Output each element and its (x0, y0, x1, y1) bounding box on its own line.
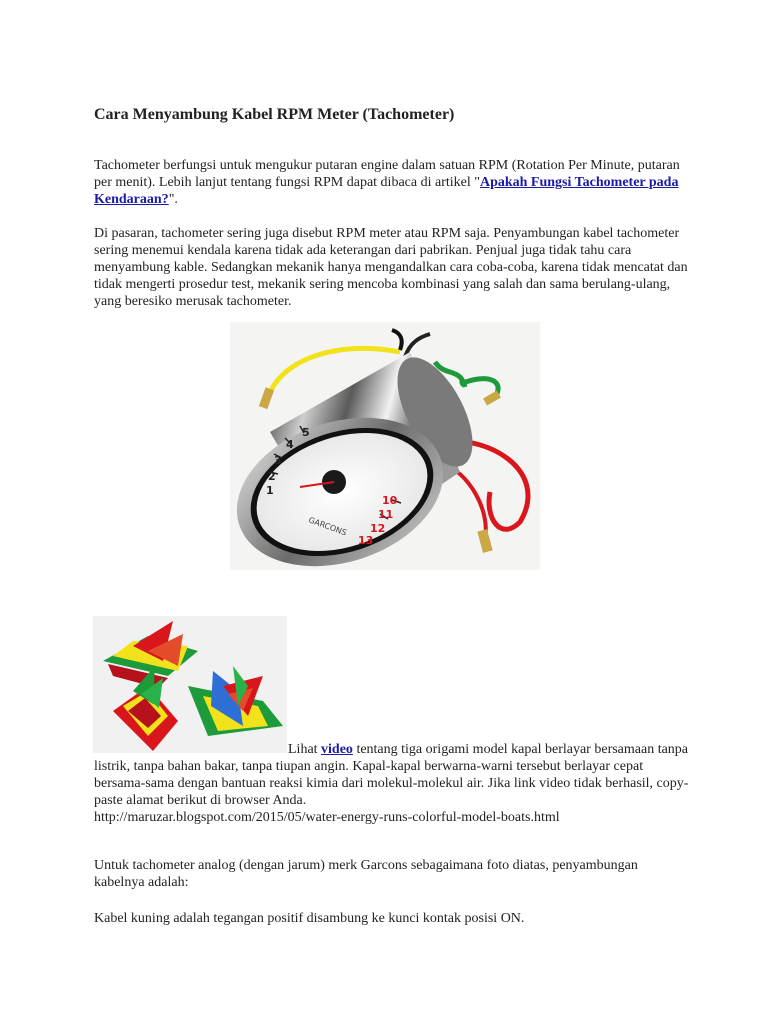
video-lead: Lihat (288, 742, 322, 757)
intro-tail: ". (168, 192, 178, 207)
dial-number-5: 5 (302, 426, 310, 439)
paragraph-yellow-wire: Kabel kuning adalah tegangan positif disambung ke kunci kontak posisi ON. (94, 911, 525, 926)
dial-number-10: 10 (382, 494, 398, 507)
paragraph-garcons: Untuk tachometer analog (dengan jarum) merk Garcons sebagaimana foto diatas, penyambungan kabelnya adalah: (94, 858, 638, 890)
tachometer-photo (230, 322, 540, 570)
dial-number-2: 2 (268, 470, 276, 483)
article-title: Cara Menyambung Kabel RPM Meter (Tachometer) (94, 106, 455, 123)
video-url: http://maruzar.blogspot.com/2015/05/water-energy-runs-colorful-model-boats.html (94, 810, 560, 825)
origami-boats-image (93, 616, 287, 753)
paragraph-video (94, 741, 694, 826)
dial-number-11: 11 (378, 508, 394, 521)
video-text: tentang tiga origami model kapal berlayar bersamaan tanpa listrik, tanpa bahan bakar, tanpa tiupan angin. Kapal-kapal berwarna-warni tersebut berlayar cepat bersama-sama dengan bantuan reaksi kimia dari molekul-molekul air. Jika link video tidak berhasil, copy-paste alamat berikut di browser Anda. (94, 742, 689, 808)
dial-number-13: 13 (358, 534, 374, 547)
paragraph-market: Di pasaran, tachometer sering juga disebut RPM meter atau RPM saja. Penyambungan kabel tachometer sering menemui kendala karena tidak ada keterangan dari pabrikan. Penjual juga tidak tahu cara menyambung kable. Sedangkan mekanik hanya mengandalkan cara coba-coba, karena tidak mencatat dan tidak mengerti prosedur test, mekanik sering mencoba kombinasi yang salah dan sama berulang-ulang, yang beresiko merusak tachometer. (94, 226, 688, 309)
gauge-brand: GARCONS (307, 515, 348, 538)
article-link[interactable]: Apakah Fungsi Tachometer pada Kendaraan? (94, 175, 679, 207)
intro-text: Tachometer berfungsi untuk mengukur putaran engine dalam satuan RPM (Rotation Per Minute, putaran per menit). Lebih lanjut tentang fungsi RPM dapat dibaca di artikel " (94, 158, 680, 190)
video-link[interactable]: video (321, 742, 353, 757)
dial-number-4: 4 (286, 438, 294, 451)
paragraph-intro (94, 157, 690, 208)
dial-number-3: 3 (274, 454, 282, 467)
dial-number-1: 1 (266, 484, 274, 497)
dial-number-12: 12 (370, 522, 386, 535)
